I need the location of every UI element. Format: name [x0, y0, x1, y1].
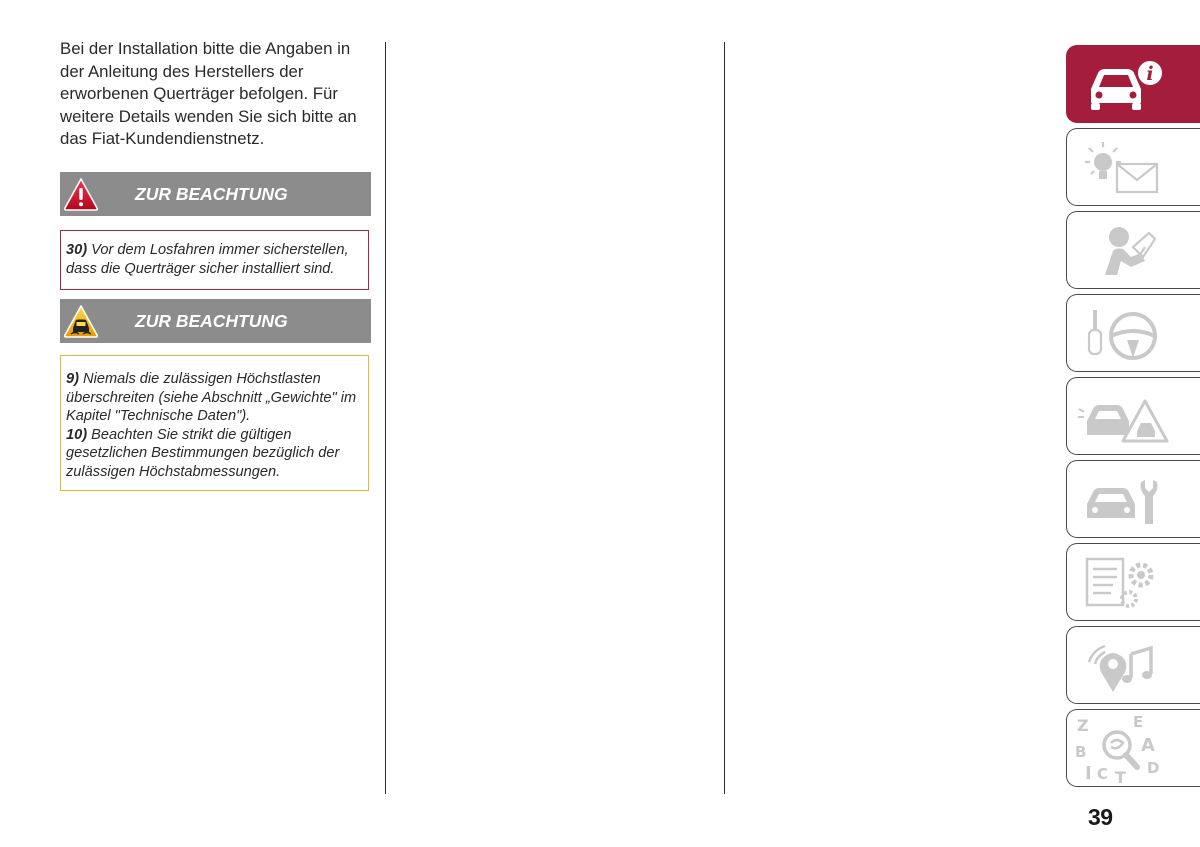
page-number: 39 — [1088, 804, 1113, 830]
car-warning-triangle-icon — [1075, 383, 1175, 451]
tab-safety[interactable] — [1066, 211, 1200, 289]
tab-in-an-emergency[interactable] — [1066, 377, 1200, 455]
note-text: Vor dem Losfahren immer sicherstellen, dass die Querträger sicher installiert sind. — [66, 242, 349, 277]
warning-note-box-yellow — [60, 355, 369, 491]
alphabet-index-search-icon — [1075, 715, 1175, 783]
note-number: 9) — [66, 371, 79, 387]
tab-lights-and-messages[interactable] — [1066, 128, 1200, 206]
note-number: 30) — [66, 242, 88, 258]
tab-index[interactable] — [1066, 709, 1200, 787]
warning-title-red: ZUR BEACHTUNG — [135, 184, 288, 204]
warning-header-yellow — [60, 299, 371, 343]
index-letter: C — [1097, 765, 1109, 783]
tab-servicing-and-care[interactable] — [1066, 460, 1200, 538]
column-divider-right — [724, 42, 725, 794]
index-letter: D — [1147, 759, 1160, 777]
lights-messages-icon — [1075, 134, 1175, 202]
intro-paragraph: Bei der Installation bitte die Angaben in der Anleitung des Herstellers der erworbenen Querträger befolgen. Für weitere Details wenden Sie sich bitte an das Fiat-Kundendienstnetz. — [60, 39, 357, 148]
car-info-icon — [1075, 51, 1175, 119]
index-letter: A — [1141, 735, 1155, 756]
airbag-seat-icon — [1075, 217, 1175, 285]
index-letter: I — [1085, 763, 1092, 783]
red-warning-triangle-icon — [63, 176, 99, 212]
warning-title-yellow: ZUR BEACHTUNG — [135, 311, 288, 331]
radio-music-navigation-icon — [1075, 632, 1175, 700]
note-item — [66, 241, 363, 278]
index-letter: B — [1075, 743, 1087, 761]
tab-info-letter: i — [1146, 63, 1154, 85]
index-letter: E — [1133, 715, 1144, 731]
yellow-warning-car-icon — [63, 303, 99, 339]
index-letter: T — [1115, 768, 1126, 783]
note-number: 10) — [66, 426, 88, 443]
note-item — [66, 370, 363, 426]
warning-header-red — [60, 172, 371, 216]
tab-knowing-the-car[interactable] — [1066, 45, 1200, 123]
index-letter: Z — [1077, 716, 1089, 735]
note-text: Beachten Sie strikt die gültigen gesetzlichen Bestimmungen bezüglich der zulässigen Höchstabmessungen. — [66, 426, 340, 480]
warning-note-box-red — [60, 230, 369, 290]
tab-technical-data[interactable] — [1066, 543, 1200, 621]
column-divider-left — [385, 42, 386, 794]
document-gears-icon — [1075, 549, 1175, 617]
tab-multimedia[interactable] — [1066, 626, 1200, 704]
note-text: Niemals die zulässigen Höchstlasten überschreiten (siehe Abschnitt „Gewichte" im Kapitel "Technische Daten"). — [66, 371, 357, 424]
key-steering-wheel-icon — [1075, 300, 1175, 368]
tab-starting-and-driving[interactable] — [1066, 294, 1200, 372]
car-wrench-icon — [1075, 466, 1175, 534]
note-item — [66, 426, 363, 482]
